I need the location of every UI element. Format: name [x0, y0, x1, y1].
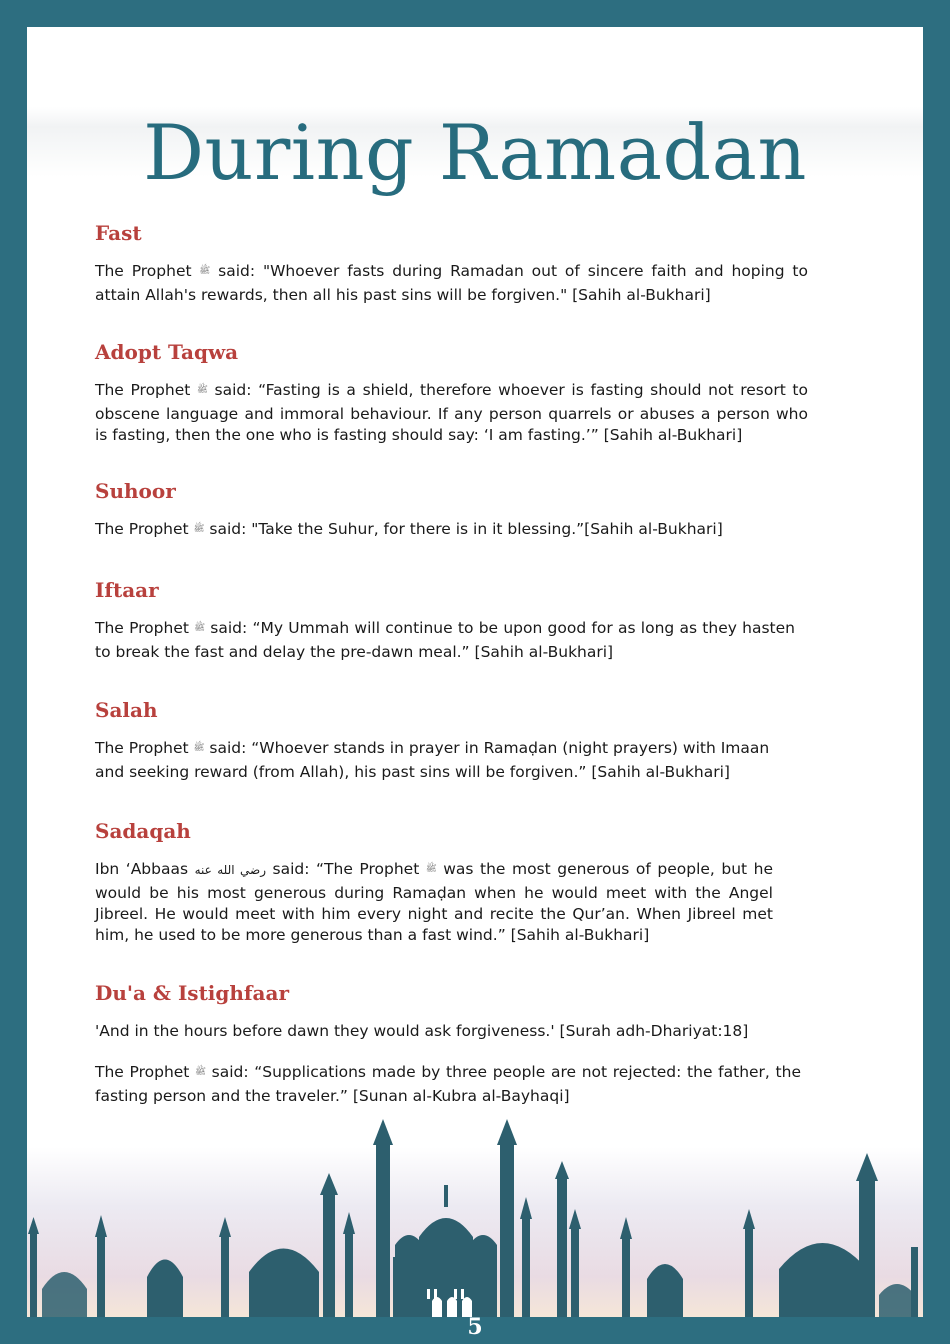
section-text	[95, 618, 795, 663]
section-heading: Iftaar	[95, 578, 159, 602]
minaret	[376, 1142, 390, 1317]
section-iftaar	[95, 579, 795, 663]
section-text	[95, 380, 808, 446]
minaret-cap	[743, 1209, 755, 1229]
section-dua-istighfaar	[95, 982, 801, 1107]
section-heading: Salah	[95, 698, 158, 722]
minaret	[323, 1192, 335, 1317]
text-before: The Prophet	[95, 619, 195, 637]
minaret	[345, 1232, 353, 1317]
dome	[249, 1249, 319, 1318]
minaret-cap	[569, 1209, 581, 1229]
text-after: said: “My Ummah will continue to be upon good for as long as they hasten to break the fast and delay the pre-dawn meal.” [Sahih al-Bukhari]	[95, 619, 795, 661]
text-before: The Prophet	[95, 381, 197, 399]
section-text: 'And in the hours before dawn they would ask forgiveness.' [Surah adh-Dhariyat:18]	[95, 1022, 749, 1040]
minaret-cap	[95, 1215, 107, 1237]
section-text	[95, 261, 808, 306]
text-after: said: “Whoever stands in prayer in Ramaḍan (night prayers) with Imaan and seeking reward (from Allah), his past sins will be forgiven.” [Sahih al-Bukhari]	[95, 739, 770, 781]
minaret-cap	[520, 1197, 532, 1219]
section-text	[95, 859, 773, 946]
minaret	[557, 1177, 567, 1317]
dome	[647, 1264, 683, 1317]
text-after: said: “Fasting is a shield, therefore whoever is fasting should not resort to obscene language and immoral behaviour. If any person quarrels or abuses a person who is fasting, then the one who is fasting should say: ‘I am fasting.’” [Sahih al-Bukhari]	[95, 381, 808, 444]
minaret	[911, 1247, 918, 1317]
minaret	[97, 1235, 105, 1317]
arabic-honorific: رضي الله عنه	[194, 863, 267, 877]
dome	[779, 1243, 867, 1317]
text-lead: Ibn ‘Abbaas	[95, 860, 195, 878]
section-text	[95, 738, 795, 783]
minaret-cap	[856, 1153, 878, 1181]
section-heading: Suhoor	[95, 479, 176, 503]
section-heading: Adopt Taqwa	[95, 340, 239, 364]
minaret	[500, 1142, 514, 1317]
section-heading: Du'a & Istighfaar	[95, 981, 289, 1005]
dome	[42, 1272, 87, 1317]
dome	[395, 1235, 423, 1267]
text-before: The Prophet	[95, 262, 200, 280]
section-text	[95, 519, 808, 543]
text-before: The Prophet	[95, 520, 194, 538]
minaret-cap	[373, 1119, 393, 1145]
pbuh-glyph: ﷺ	[199, 266, 211, 276]
section-text	[95, 1062, 801, 1107]
pbuh-glyph: ﷺ	[425, 864, 437, 874]
main-dome	[419, 1218, 473, 1277]
minaret-cap	[343, 1212, 355, 1234]
page-title: During Ramadan	[143, 108, 807, 197]
text-before: The Prophet	[95, 1063, 196, 1081]
pbuh-glyph: ﷺ	[193, 743, 205, 753]
minaret	[622, 1237, 630, 1317]
dome	[469, 1235, 497, 1267]
minaret-cap	[320, 1173, 338, 1195]
text-before: said: “The Prophet	[266, 860, 426, 878]
minaret-cap	[497, 1119, 517, 1145]
dome-spire	[444, 1185, 448, 1207]
minaret	[522, 1217, 530, 1317]
pbuh-glyph: ﷺ	[195, 1067, 206, 1077]
text-after: said: "Take the Suhur, for there is in it blessing.”[Sahih al-Bukhari]	[204, 520, 723, 538]
section-fast	[95, 222, 808, 306]
text-after: said: "Whoever fasts during Ramadan out of sincere faith and hoping to attain Allah's rewards, then all his past sins will be forgiven." [Sahih al-Bukhari]	[95, 262, 808, 304]
minaret-cap	[555, 1161, 569, 1179]
section-heading: Fast	[95, 221, 142, 245]
minaret	[745, 1227, 753, 1317]
minaret	[30, 1232, 37, 1317]
section-suhoor	[95, 480, 808, 543]
pbuh-glyph: ﷺ	[193, 524, 205, 534]
minaret	[221, 1235, 229, 1317]
section-sadaqah	[95, 820, 773, 946]
page	[27, 27, 923, 1317]
section-heading: Sadaqah	[95, 819, 191, 843]
pbuh-glyph: ﷺ	[196, 385, 208, 395]
text-before: The Prophet	[95, 739, 194, 757]
minaret-cap	[28, 1217, 39, 1234]
page-number: 5	[467, 1314, 483, 1340]
dome	[879, 1284, 915, 1317]
text-after: said: “Supplications made by three people are not rejected: the father, the fasting person and the traveler.” [Sunan al-Kubra al-Bayhaqi]	[95, 1063, 801, 1105]
section-salah	[95, 699, 795, 783]
text-after: was the most generous of people, but he would be his most generous during Ramaḍan when he would meet with the Angel Jibreel. He would meet with him every night and recite the Qur’an. When Jibreel met him, he used to be more generous than a fast wind.” [Sahih al-Bukhari]	[95, 860, 774, 944]
pbuh-glyph: ﷺ	[194, 623, 206, 633]
minaret-cap	[620, 1217, 632, 1239]
section-adopt-taqwa	[95, 341, 808, 446]
minaret-cap	[219, 1217, 231, 1237]
minaret	[571, 1227, 579, 1317]
mosque-skyline-illustration	[27, 1117, 923, 1317]
minaret	[859, 1177, 875, 1317]
dome	[147, 1260, 183, 1318]
